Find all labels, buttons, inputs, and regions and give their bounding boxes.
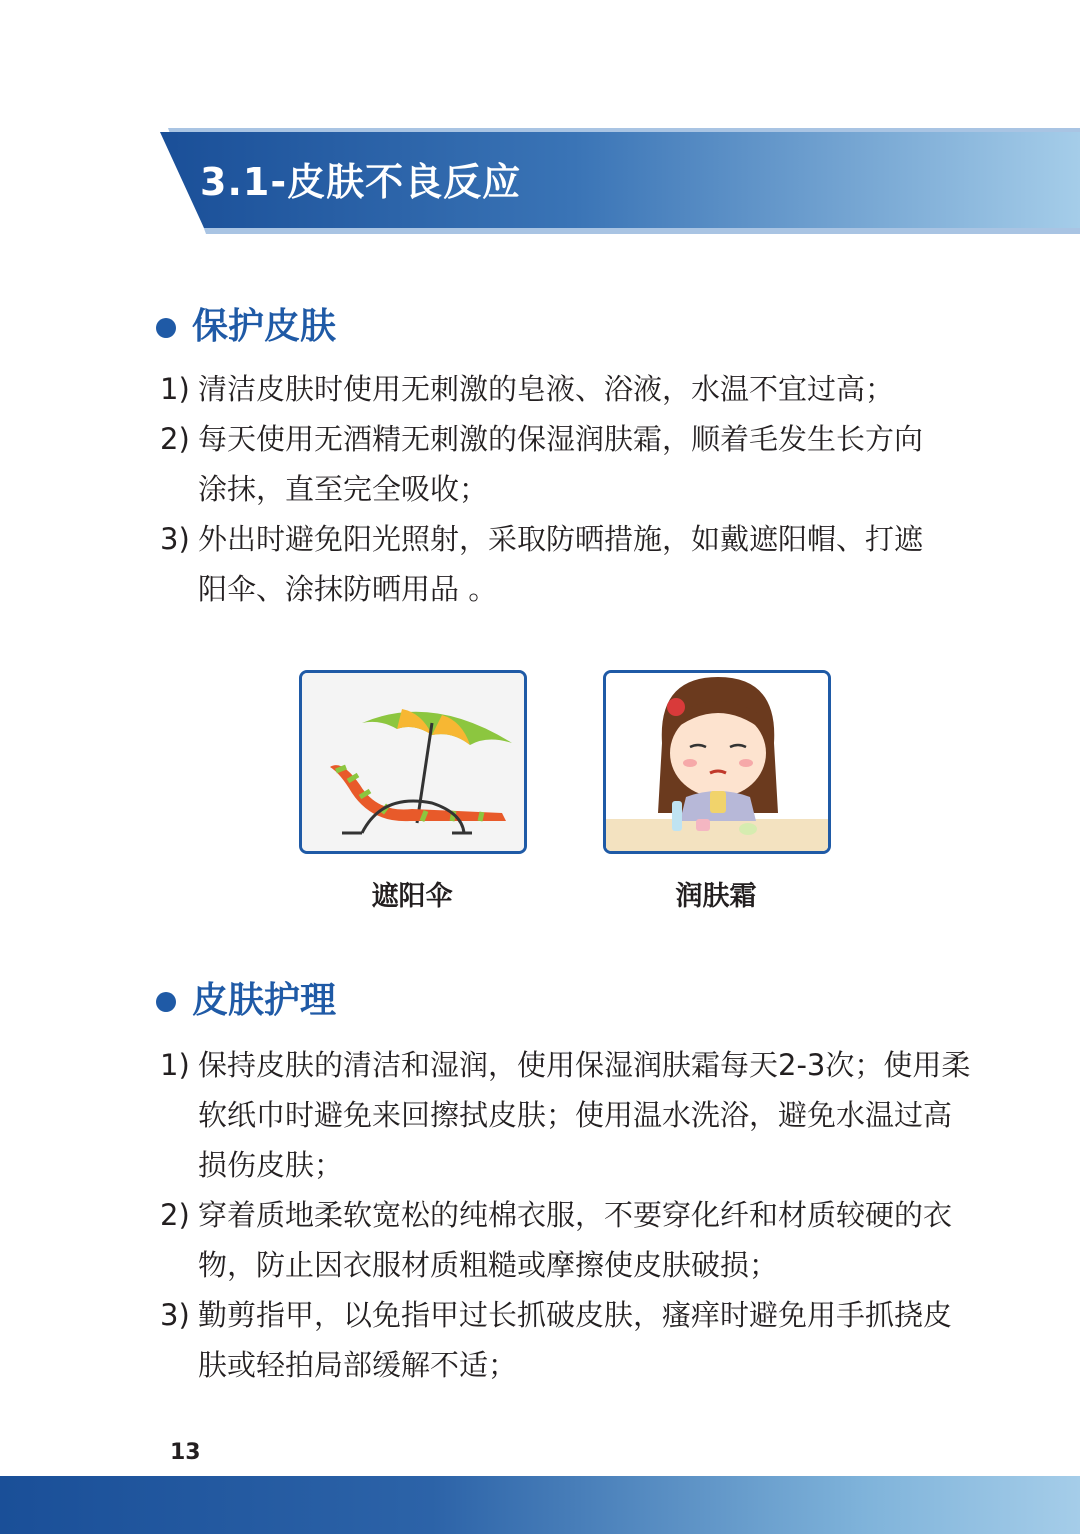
list-number: 1) — [160, 1048, 190, 1082]
list-number: 2) — [160, 1198, 190, 1232]
bullet-dot-icon — [156, 992, 176, 1012]
list-item — [160, 514, 930, 614]
section-title: 皮肤护理 — [192, 980, 337, 1021]
girl-applying-cream-icon — [606, 673, 828, 851]
page-title: 3.1-皮肤不良反应 — [200, 160, 522, 204]
list-item — [160, 1290, 980, 1390]
list-text: 勤剪指甲，以免指甲过长抓破皮肤，瘙痒时避免用手抓挠皮肤或轻拍局部缓解不适； — [198, 1298, 953, 1382]
protect-skin-list — [160, 364, 930, 614]
bullet-dot-icon — [156, 318, 176, 338]
list-number: 3) — [160, 1298, 190, 1332]
list-text: 每天使用无酒精无刺激的保湿润肤霜，顺着毛发生长方向涂抹，直至完全吸收； — [198, 422, 924, 506]
list-item — [160, 414, 930, 514]
list-text: 清洁皮肤时使用无刺激的皂液、浴液，水温不宜过高； — [198, 372, 895, 406]
section-title: 保护皮肤 — [192, 306, 337, 347]
list-item — [160, 364, 930, 414]
list-text: 保持皮肤的清洁和湿润，使用保湿润肤霜每天2-3次；使用柔软纸巾时避免来回擦拭皮肤；使用温水洗浴，避免水温过高损伤皮肤； — [198, 1048, 971, 1182]
figure-umbrella — [299, 670, 525, 913]
list-number: 1) — [160, 372, 190, 406]
list-text: 穿着质地柔软宽松的纯棉衣服，不要穿化纤和材质较硬的衣物，防止因衣服材质粗糙或摩擦使皮肤破损； — [198, 1198, 953, 1282]
figure-cream — [603, 670, 829, 913]
list-number: 3) — [160, 522, 190, 556]
list-number: 2) — [160, 422, 190, 456]
footer-bar — [0, 1476, 1080, 1534]
sun-umbrella-icon — [302, 673, 524, 851]
image-frame — [299, 670, 527, 854]
figure-caption: 遮阳伞 — [371, 881, 453, 912]
skin-care-list — [160, 1040, 980, 1390]
page-number: 13 — [170, 1440, 201, 1465]
list-text: 外出时避免阳光照射，采取防晒措施，如戴遮阳帽、打遮阳伞、涂抹防晒用品 。 — [198, 522, 924, 606]
figure-caption: 润肤霜 — [675, 881, 757, 912]
image-frame — [603, 670, 831, 854]
list-item — [160, 1190, 980, 1290]
list-item — [160, 1040, 980, 1190]
